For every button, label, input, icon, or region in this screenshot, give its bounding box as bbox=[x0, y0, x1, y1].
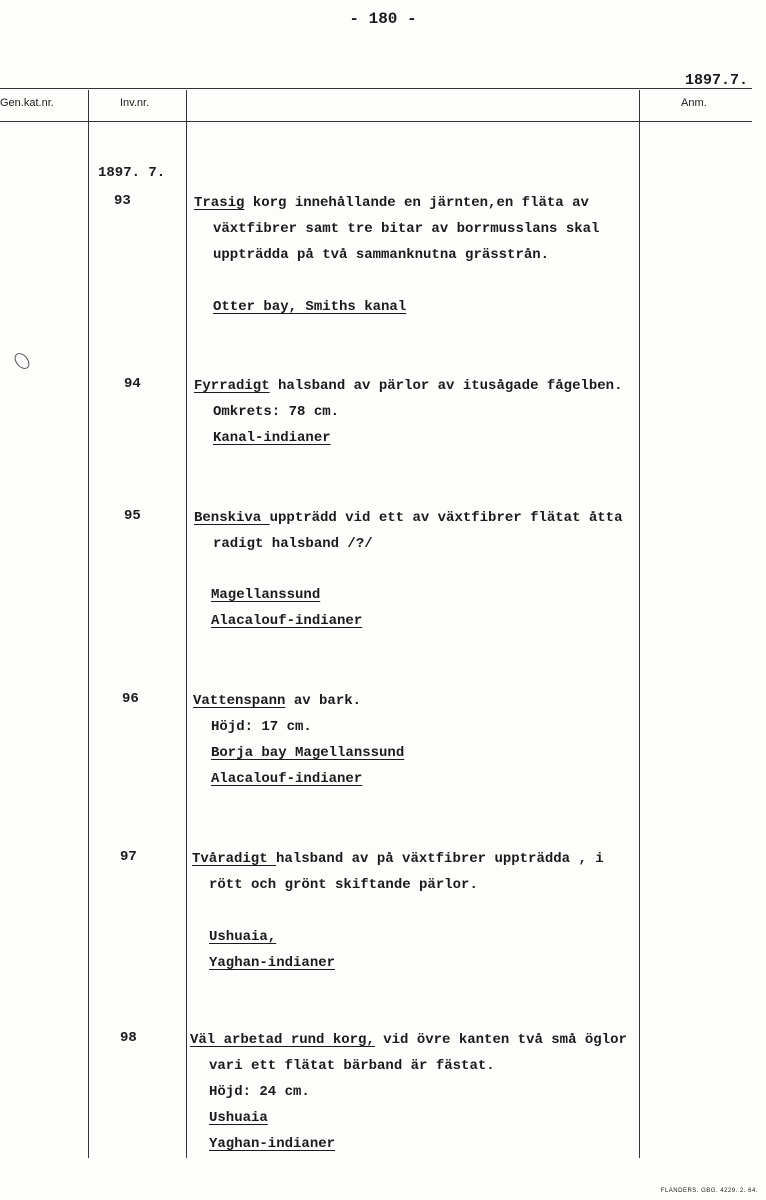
entry-text: halsband av på växtfibrer uppträdda , i bbox=[276, 851, 604, 867]
inv-number: 93 bbox=[114, 193, 131, 209]
entry-line: rött och grönt skiftande pärlor. bbox=[209, 877, 478, 893]
entry-text: halsband av pärlor av itusågade fågelben. bbox=[269, 378, 623, 394]
entry-place: Borja bay Magellanssund bbox=[211, 745, 405, 761]
inv-number: 95 bbox=[124, 508, 141, 524]
entry-line: Omkrets: 78 cm. bbox=[213, 404, 340, 420]
entry-place: Ushuaia bbox=[209, 1110, 268, 1126]
entry-heading: Vattenspann bbox=[193, 693, 286, 709]
entry-text: av bark. bbox=[285, 693, 362, 709]
column-divider-2 bbox=[186, 90, 187, 1158]
entry-place: Kanal-indianer bbox=[213, 430, 331, 446]
entry-first-line bbox=[194, 195, 589, 211]
entry-line: Höjd: 17 cm. bbox=[211, 719, 312, 735]
entry-line: uppträdda på två sammanknutna grässtrån. bbox=[213, 247, 550, 263]
entry-place: Yaghan-indianer bbox=[209, 1136, 336, 1152]
entry-first-line bbox=[193, 693, 361, 709]
margin-pencil-mark bbox=[12, 350, 33, 372]
entry-line: vari ett flätat bärband är fästat. bbox=[209, 1058, 495, 1074]
entry-text: korg innehållande en järnten,en fläta av bbox=[244, 195, 589, 211]
entry-place: Alacalouf-indianer bbox=[211, 771, 363, 787]
inv-number: 94 bbox=[124, 376, 141, 392]
entry-place: Alacalouf-indianer bbox=[211, 613, 363, 629]
entry-place: Otter bay, Smiths kanal bbox=[213, 299, 407, 315]
page-number: - 180 - bbox=[349, 10, 417, 28]
column-divider-1 bbox=[88, 90, 89, 1158]
entry-line: radigt halsband /?/ bbox=[213, 536, 373, 552]
entry-heading: Fyrradigt bbox=[194, 378, 270, 394]
entry-heading: Trasig bbox=[194, 195, 245, 211]
entry-place: Yaghan-indianer bbox=[209, 955, 336, 971]
entry-text: uppträdd vid ett av växtfibrer flätat åtta bbox=[269, 510, 623, 526]
entry-first-line bbox=[194, 378, 622, 394]
entry-first-line bbox=[190, 1032, 627, 1048]
entry-heading: Väl arbetad rund korg, bbox=[190, 1032, 375, 1048]
entry-heading: Tvåradigt bbox=[192, 851, 277, 867]
entry-text: vid övre kanten två små öglor bbox=[374, 1032, 627, 1048]
column-header-inv: Inv.nr. bbox=[120, 97, 150, 109]
inv-number: 98 bbox=[120, 1030, 137, 1046]
column-header-anm: Anm. bbox=[681, 97, 707, 109]
printer-imprint: FLANDERS. GBG. 4229. 2. 64. bbox=[660, 1188, 758, 1194]
inv-number: 96 bbox=[122, 691, 139, 707]
column-divider-3 bbox=[639, 90, 640, 1158]
year-reference: 1897.7. bbox=[684, 72, 748, 89]
entry-line: Höjd: 24 cm. bbox=[209, 1084, 310, 1100]
entry-first-line bbox=[192, 851, 604, 867]
entry-place: Ushuaia, bbox=[209, 929, 277, 945]
entry-date: 1897. 7. bbox=[98, 165, 166, 181]
column-header-gen-kat: Gen.kat.nr. bbox=[0, 97, 54, 109]
entry-line: växtfibrer samt tre bitar av borrmusslans skal bbox=[213, 221, 600, 237]
header-top-rule bbox=[0, 88, 752, 89]
entry-place: Magellanssund bbox=[211, 587, 321, 603]
entry-first-line bbox=[194, 510, 622, 526]
entry-heading: Benskiva bbox=[194, 510, 270, 526]
inv-number: 97 bbox=[120, 849, 137, 865]
